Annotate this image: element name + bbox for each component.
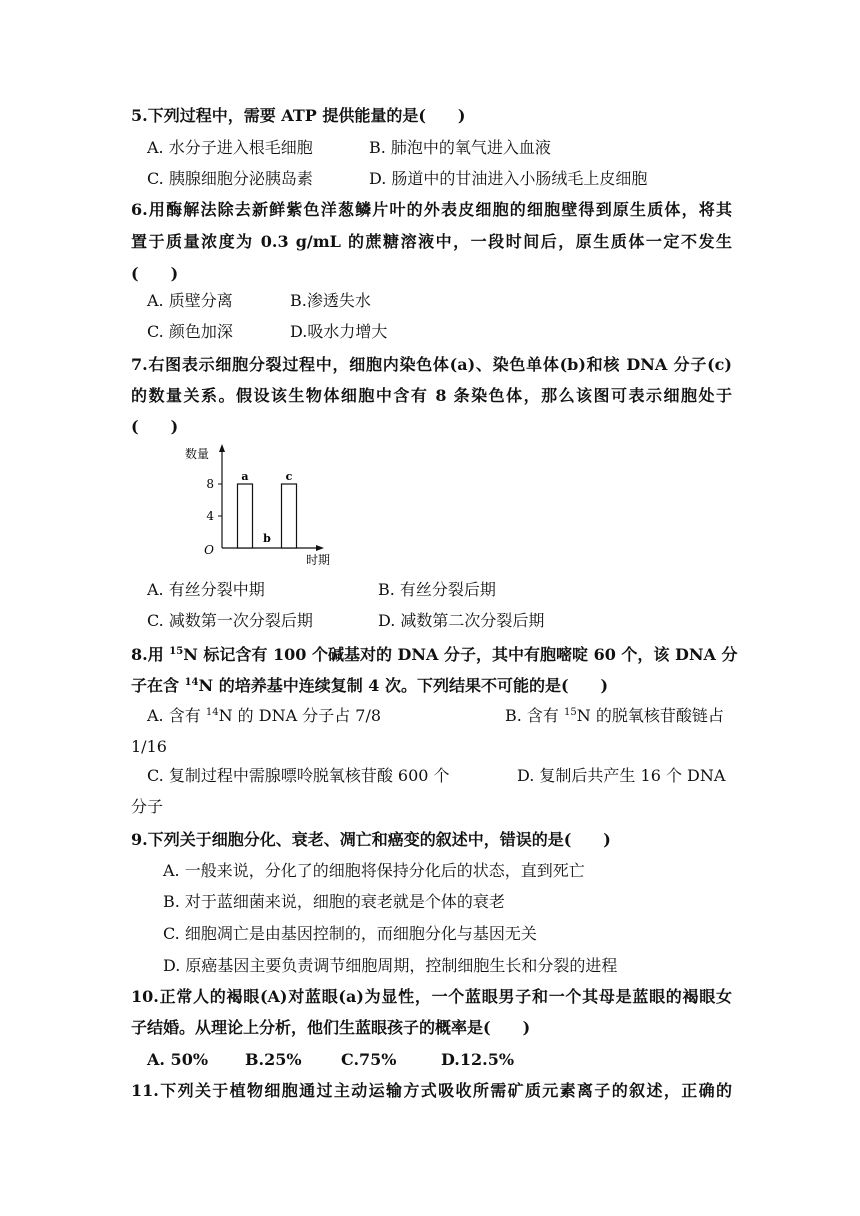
q10-stem-line1: 10.正常人的褐眼(A)对蓝眼(a)为显性，一个蓝眼男子和一个其母是蓝眼的褐眼女 (131, 987, 732, 1006)
q7-stem-line1: 7.右图表示细胞分裂过程中，细胞内染色体(a)、染色单体(b)和核 DNA 分子(c) (131, 355, 732, 374)
q5-stem: 5.下列过程中，需要 ATP 提供能量的是( ) (131, 106, 466, 125)
q5-option-b: B. 肺泡中的氧气进入血液 (369, 138, 551, 157)
x-axis-label: 时期 (306, 553, 331, 567)
q8-option-d: D. 复制后共产生 16 个 DNA (517, 766, 726, 785)
q10-stem-line2: 子结婚。从理论上分析，他们生蓝眼孩子的概率是( ) (131, 1018, 531, 1037)
q8-option-c: C. 复制过程中需腺嘌呤脱氧核苷酸 600 个 (147, 766, 450, 785)
y-axis-label: 数量 (185, 447, 210, 461)
origin-label: O (204, 543, 214, 557)
q9-option-a: A. 一般来说，分化了的细胞将保持分化后的状态，直到死亡 (163, 861, 585, 880)
q6-stem-line1: 6.用酶解法除去新鲜紫色洋葱鳞片叶的外表皮细胞的细胞壁得到原生质体，将其 (131, 200, 732, 219)
q6-stem-line2: 置于质量浓度为 0.3 g/mL 的蔗糖溶液中，一段时间后，原生质体一定不发生 (131, 232, 732, 251)
q5-option-c: C. 胰腺细胞分泌胰岛素 (147, 169, 313, 188)
q11-stem-line1: 11.下列关于植物细胞通过主动运输方式吸收所需矿质元素离子的叙述，正确的 (131, 1081, 732, 1100)
q10-option-b: B.25% (245, 1050, 302, 1069)
q9-option-b: B. 对于蓝细菌来说，细胞的衰老就是个体的衰老 (163, 892, 505, 911)
q7-option-d: D. 减数第二次分裂后期 (378, 611, 545, 630)
q6-option-c: C. 颜色加深 (147, 322, 233, 341)
q7-option-c: C. 减数第一次分裂后期 (147, 611, 313, 630)
q7-stem-line3: ( ) (131, 417, 179, 436)
q6-stem-line3: ( ) (131, 264, 179, 283)
q7-stem-line2: 的数量关系。假设该生物体细胞中含有 8 条染色体，那么该图可表示细胞处于 (131, 386, 732, 405)
x-axis-arrow (316, 545, 324, 551)
q9-option-d: D. 原癌基因主要负责调节细胞周期，控制细胞生长和分裂的进程 (163, 956, 618, 975)
q6-option-b: B.渗透失水 (290, 291, 371, 310)
q8-option-b: B. 含有 $^{15}$N 的脱氧核苷酸链占 (505, 706, 724, 725)
q7-option-b: B. 有丝分裂后期 (378, 580, 496, 599)
chromosome-count-chart (180, 442, 350, 572)
y-tick-label: 8 (206, 477, 214, 491)
q5-option-d: D. 肠道中的甘油进入小肠绒毛上皮细胞 (369, 169, 648, 188)
q9-option-c: C. 细胞凋亡是由基因控制的，而细胞分化与基因无关 (163, 924, 537, 943)
bar-label-a: a (241, 470, 249, 483)
q9-stem: 9.下列关于细胞分化、衰老、凋亡和癌变的叙述中，错误的是( ) (131, 830, 611, 849)
q8-stem-line2: 子在含 $^{14}$N 的培养基中连续复制 4 次。下列结果不可能的是( ) (131, 676, 609, 695)
bar-label-b: b (263, 532, 271, 545)
bar-label-c: c (285, 470, 293, 483)
q5-option-a: A. 水分子进入根毛细胞 (147, 138, 313, 157)
q8-option-d-wrap: 分子 (131, 797, 164, 816)
y-axis-arrow (219, 444, 225, 452)
bar-a (238, 484, 253, 548)
y-tick-label: 4 (206, 509, 214, 523)
q10-option-d: D.12.5% (441, 1050, 515, 1069)
q6-option-d: D.吸水力增大 (290, 322, 388, 341)
q8-option-a: A. 含有 $^{14}$N 的 DNA 分子占 7/8 (147, 706, 382, 725)
q6-option-a: A. 质壁分离 (147, 291, 233, 310)
q8-option-b-wrap: 1/16 (131, 737, 167, 756)
q8-stem-line1: 8.用 $^{15}$N 标记含有 100 个碱基对的 DNA 分子，其中有胞嘧啶 60 个，该 DNA 分 (131, 645, 738, 664)
q7-option-a: A. 有丝分裂中期 (147, 580, 265, 599)
q10-option-a: A. 50% (147, 1050, 209, 1069)
bar-c (282, 484, 297, 548)
q10-option-c: C.75% (341, 1050, 397, 1069)
